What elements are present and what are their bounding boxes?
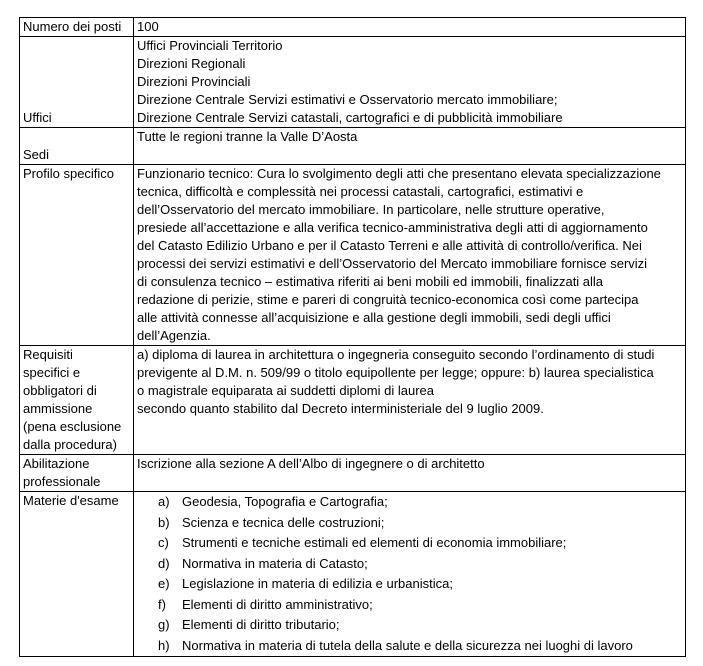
- row-seats: [20, 128, 686, 165]
- exam-subject-item: [158, 574, 682, 595]
- exam-subject-letter: h): [158, 637, 170, 653]
- exam-subject-letter: g): [158, 617, 170, 632]
- office-line: Uffici Provinciali Territorio: [137, 38, 283, 53]
- office-line: Direzione Centrale Servizi estimativi e Osservatorio mercato immobiliare;: [137, 92, 558, 107]
- row-offices: [20, 37, 686, 128]
- profile-line: presiede all’accettazione e alla verifica tecnico-amministrativa degli atti di aggiornamento: [137, 220, 648, 235]
- qualification-label: [20, 455, 134, 492]
- profile-line: alle attività connesse all’acquisizione e alla gestione degli immobili, sedi degli uffici: [137, 310, 611, 325]
- exam-subject-item: [158, 615, 682, 636]
- exams-label: Materie d'esame: [20, 492, 134, 657]
- row-profile: [20, 165, 686, 346]
- requirements-label: [20, 346, 134, 455]
- qualification-value: Iscrizione alla sezione A dell’Albo di ingegnere o di architetto: [134, 455, 686, 492]
- offices-label: Uffici: [20, 37, 134, 128]
- requirements-label-line: Requisiti: [23, 347, 73, 362]
- profile-line: processi dei servizi estimativi e dell’Osservatorio del Mercato immobiliare fornisce servizi: [137, 256, 648, 271]
- profile-line: redazione di perizie, stime e pareri di congruità tecnico-economica così come partecipa: [137, 292, 639, 307]
- exam-subject-text: Elementi di diritto amministrativo;: [182, 596, 373, 612]
- requirements-label-line: (pena esclusione: [23, 419, 122, 434]
- exam-subject-text: Normativa in materia di Catasto;: [182, 555, 368, 571]
- profile-line: tecnica, difficoltà e complessità nei processi catastali, cartografici, estimativi e: [137, 184, 584, 199]
- exam-subject-letter: f): [158, 596, 166, 612]
- exams-value: [134, 492, 686, 657]
- job-specification-table: [19, 17, 686, 657]
- exam-subject-item: [158, 554, 682, 575]
- requirements-line: a) diploma di laurea in architettura o ingegneria conseguito secondo l’ordinamento di studi: [137, 347, 655, 362]
- requirements-label-line: dalla procedura): [23, 437, 117, 452]
- exam-subject-item: [158, 492, 682, 513]
- office-line: Direzioni Provinciali: [137, 74, 251, 89]
- exam-subject-text: Strumenti e tecniche estimali ed elementi di economia immobiliare;: [182, 535, 567, 550]
- exam-subject-list: [137, 492, 682, 656]
- requirements-value: [134, 346, 686, 455]
- exam-subject-letter: e): [158, 576, 170, 591]
- exam-subject-item: [158, 513, 682, 534]
- qualification-label-line: professionale: [23, 474, 101, 489]
- exam-subject-item: [158, 595, 682, 616]
- exam-subject-text: Legislazione in materia di edilizia e urbanistica;: [182, 576, 453, 591]
- office-line: Direzione Centrale Servizi catastali, cartografici e di pubblicità immobiliare: [137, 110, 563, 125]
- requirements-label-line: ammissione: [23, 401, 93, 416]
- profile-label: Profilo specifico: [20, 165, 134, 346]
- row-qualification: [20, 455, 686, 492]
- row-requirements: [20, 346, 686, 455]
- requirements-line: o magistrale equiparata ai suddetti diplomi di laurea: [137, 383, 435, 398]
- profile-line: di consulenza tecnico – estimativa riferiti ai beni mobili ed immobili, finalizzati alla: [137, 274, 604, 289]
- exam-subject-text: Geodesia, Topografia e Cartografia;: [182, 494, 388, 509]
- requirements-label-line: specifici e: [23, 365, 81, 380]
- exam-subject-letter: b): [158, 514, 170, 530]
- seats-label: Sedi: [20, 128, 134, 165]
- row-exams: [20, 492, 686, 657]
- profile-line: dell’Osservatorio del mercato immobiliare. In particolare, nelle strutture operative,: [137, 202, 605, 217]
- posts-value: 100: [134, 18, 686, 37]
- profile-line: dell’Agenzia.: [137, 328, 211, 343]
- row-posts: [20, 18, 686, 37]
- requirements-label-line: obbligatori di: [23, 383, 97, 398]
- office-line: Direzioni Regionali: [137, 56, 246, 71]
- exam-subject-letter: d): [158, 555, 170, 571]
- profile-value: [134, 165, 686, 346]
- exam-subject-letter: c): [158, 535, 169, 550]
- posts-label: Numero dei posti: [20, 18, 134, 37]
- qualification-label-line: Abilitazione: [23, 456, 90, 471]
- exam-subject-text: Elementi di diritto tributario;: [182, 617, 340, 632]
- requirements-line: previgente al D.M. n. 509/99 o titolo equipollente per legge; oppure: b) laurea specialistica: [137, 365, 654, 380]
- exam-subject-letter: a): [158, 494, 170, 509]
- exam-subject-text: Scienza e tecnica delle costruzioni;: [182, 514, 385, 530]
- seats-value: Tutte le regioni tranne la Valle D’Aosta: [134, 128, 686, 165]
- requirements-line: secondo quanto stabilito dal Decreto interministeriale del 9 luglio 2009.: [137, 401, 544, 416]
- exam-subject-item: [158, 533, 682, 554]
- offices-value: [134, 37, 686, 128]
- profile-line: Funzionario tecnico: Cura lo svolgimento degli atti che presentano elevata specializzazione: [137, 166, 661, 181]
- exam-subject-item: [158, 636, 682, 657]
- profile-line: del Catasto Edilizio Urbano e per il Catasto Terreni e alle attività di controllo/verifica. Nei: [137, 238, 642, 253]
- exam-subject-text: Normativa in materia di tutela della salute e della sicurezza nei luoghi di lavoro: [182, 637, 633, 653]
